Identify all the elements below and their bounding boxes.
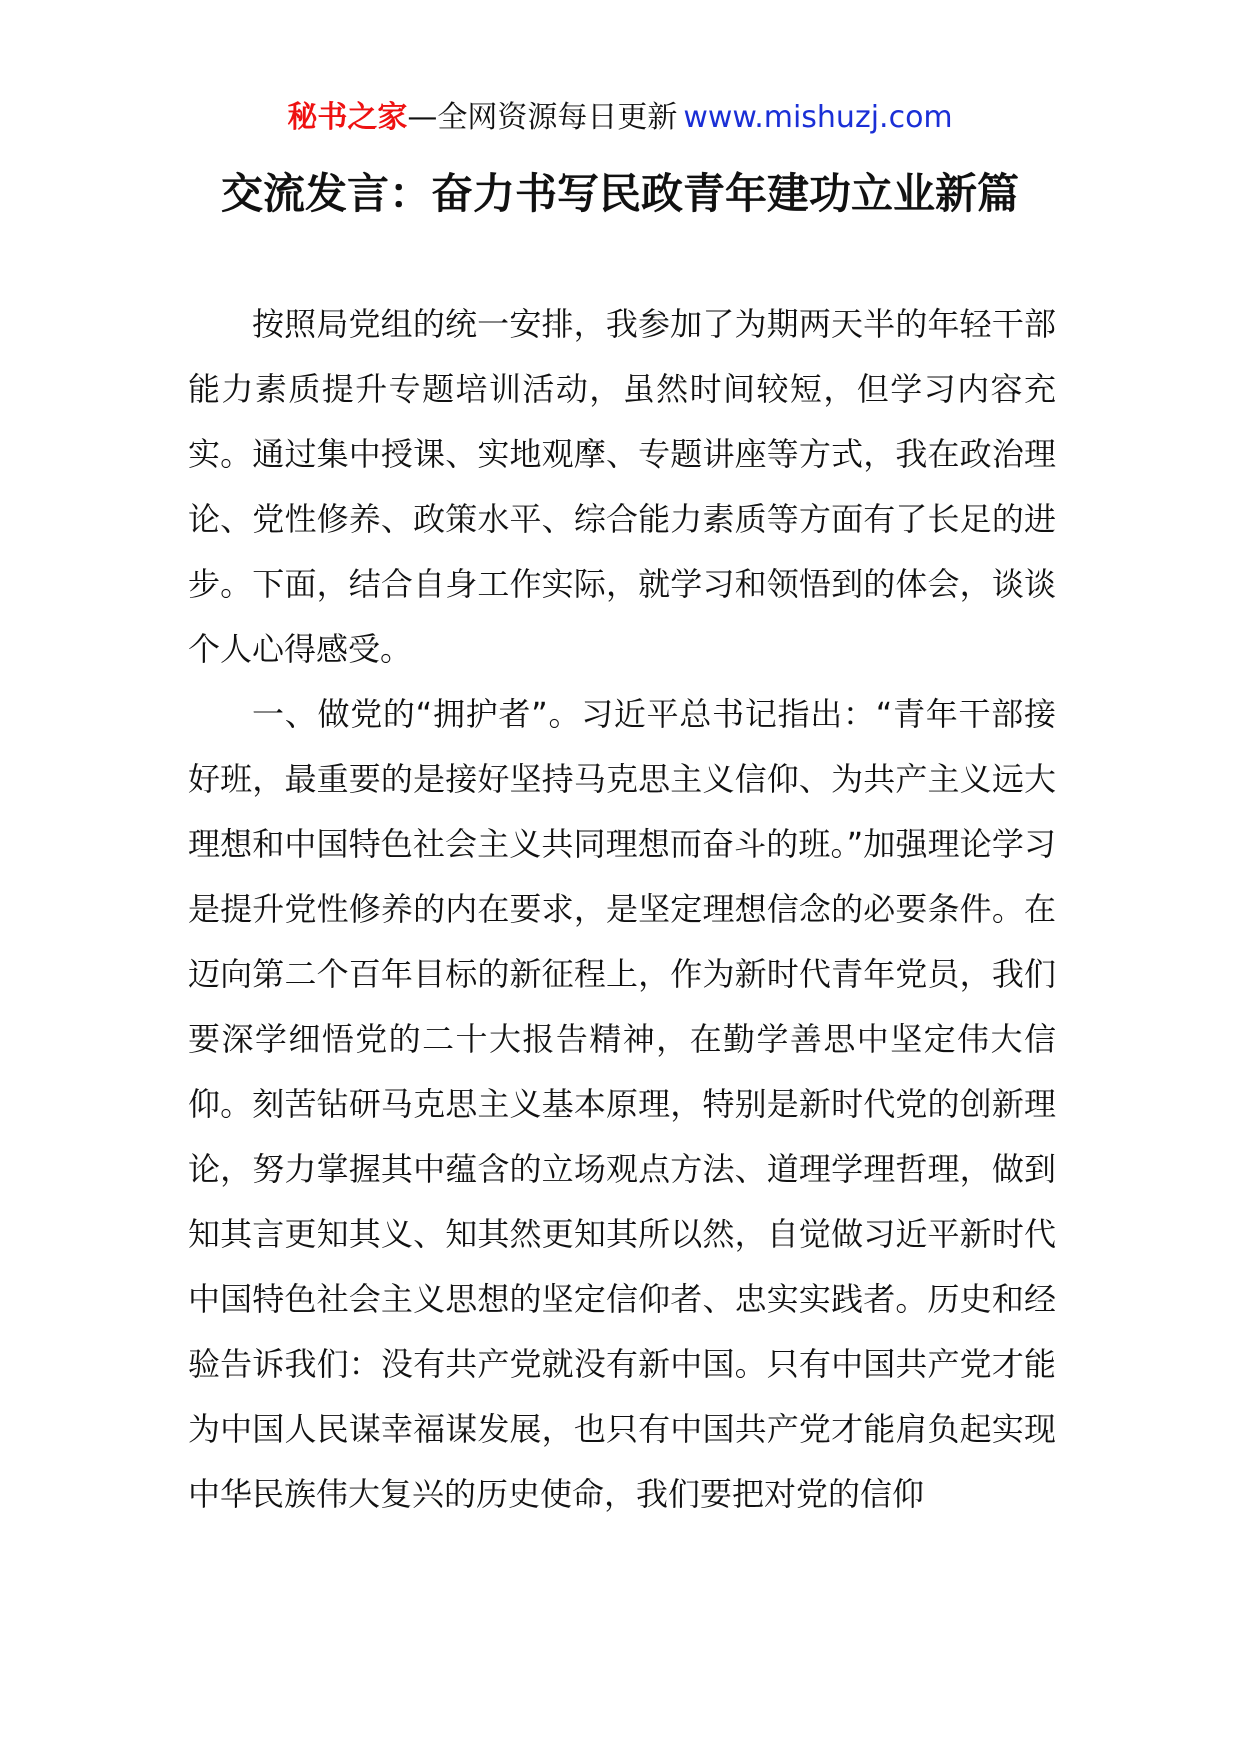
document-title: 交流发言：奋力书写民政青年建功立业新篇: [220, 169, 1019, 218]
document-body: [188, 292, 1056, 1527]
site-tagline: —全网资源每日更新: [407, 100, 678, 135]
site-name: 秘书之家: [287, 100, 408, 135]
site-url-link[interactable]: www.mishuzj.com: [683, 100, 953, 135]
site-header: [0, 98, 1240, 138]
paragraph-intro: 按照局党组的统一安排，我参加了为期两天半的年轻干部能力素质提升专题培训活动，虽然时间较短，但学习内容充实。通过集中授课、实地观摩、专题讲座等方式，我在政治理论、党性修养、政策水平、综合能力素质等方面有了长足的进步。下面，结合自身工作实际，就学习和领悟到的体会，谈谈个人心得感受。: [188, 305, 1056, 668]
paragraph-section-one: 一、做党的“拥护者”。习近平总书记指出：“青年干部接好班，最重要的是接好坚持马克思主义信仰、为共产主义远大理想和中国特色社会主义共同理想而奋斗的班。”加强理论学习是提升党性修养的内在要求，是坚定理想信念的必要条件。在迈向第二个百年目标的新征程上，作为新时代青年党员，我们要深学细悟党的二十大报告精神，在勤学善思中坚定伟大信仰。刻苦钻研马克思主义基本原理，特别是新时代党的创新理论，努力掌握其中蕴含的立场观点方法、道理学理哲理，做到知其言更知其义、知其然更知其所以然，自觉做习近平新时代中国特色社会主义思想的坚定信仰者、忠实实践者。历史和经验告诉我们：没有共产党就没有新中国。只有中国共产党才能为中国人民谋幸福谋发展，也只有中国共产党才能肩负起实现中华民族伟大复兴的历史使命，我们要把对党的信仰: [188, 695, 1056, 1513]
